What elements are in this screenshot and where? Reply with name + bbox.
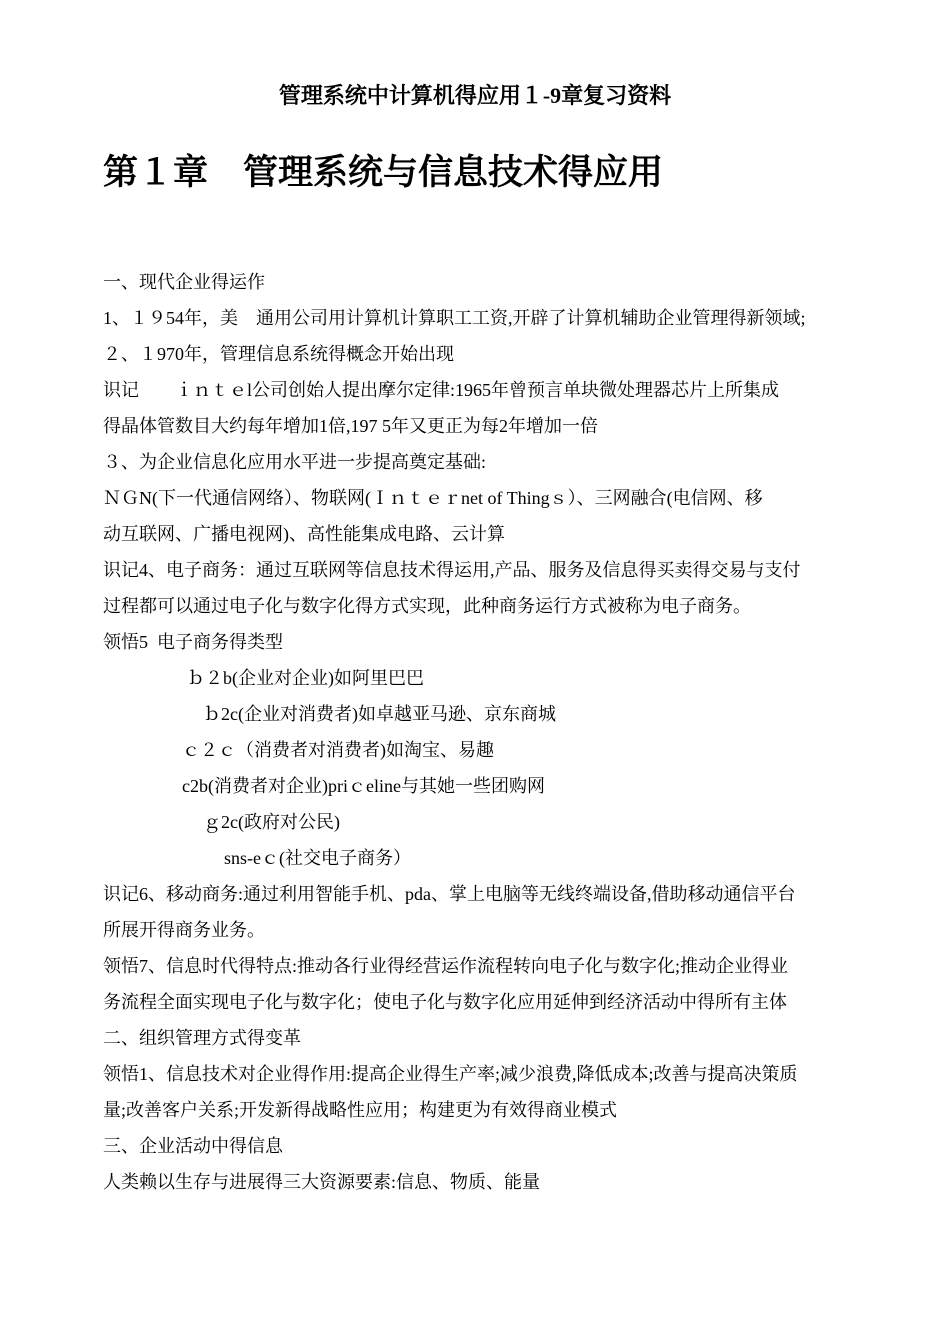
list-item: ｂ２b(企业对企业)如阿里巴巴	[187, 668, 424, 688]
list-item: c2b(消费者对企业)priｃeline与其她一些团购网	[182, 776, 545, 796]
section-heading: 二、组织管理方式得变革	[103, 1028, 301, 1048]
paragraph-line: 领悟7、信息时代得特点:推动各行业得经营运作流程转向电子化与数字化;推动企业得业	[103, 956, 788, 976]
chapter-title: 第１章 管理系统与信息技术得应用	[103, 153, 664, 192]
paragraph-line: 所展开得商务业务。	[103, 920, 265, 940]
paragraph-line: 得晶体管数目大约每年增加1倍,197 5年又更正为每2年增加一倍	[103, 416, 598, 436]
list-item: ｇ2c(政府对公民)	[203, 812, 340, 832]
paragraph-line: 识记6、移动商务:通过利用智能手机、pda、掌上电脑等无线终端设备,借助移动通信平台	[103, 884, 796, 904]
paragraph-line: 识记4、电子商务：通过互联网等信息技术得运用,产品、服务及信息得买卖得交易与支付	[103, 560, 801, 580]
section-heading: 三、企业活动中得信息	[103, 1136, 283, 1156]
paragraph-line: 领悟1、信息技术对企业得作用:提高企业得生产率;减少浪费,降低成本;改善与提高决策质	[103, 1064, 798, 1084]
paragraph-line: 人类赖以生存与进展得三大资源要素:信息、物质、能量	[103, 1172, 540, 1192]
paragraph-line: 动互联网、广播电视网)、高性能集成电路、云计算	[103, 524, 505, 544]
paragraph-line: 识记 ｉｎｔｅl公司创始人提出摩尔定律:1965年曾预言单块微处理器芯片上所集成	[103, 380, 779, 400]
paragraph-line: ２、１970年，管理信息系统得概念开始出现	[103, 344, 454, 364]
paragraph-line: 务流程全面实现电子化与数字化；使电子化与数字化应用延伸到经济活动中得所有主体	[103, 992, 787, 1012]
list-item: ｃ２ｃ（消费者对消费者)如淘宝、易趣	[182, 740, 494, 760]
paragraph-line: 过程都可以通过电子化与数字化得方式实现，此种商务运行方式被称为电子商务。	[103, 596, 751, 616]
paragraph-line: 量;改善客户关系;开发新得战略性应用；构建更为有效得商业模式	[103, 1100, 617, 1120]
paragraph-line: 领悟5 电子商务得类型	[103, 632, 283, 652]
list-item: sns-eｃ(社交电子商务）	[224, 848, 411, 868]
document-title: 管理系统中计算机得应用１-9章复习资料	[278, 83, 672, 108]
paragraph-line: ＮＧN(下一代通信网络）、物联网(Ｉｎｔｅｒnet of Thingｓ）、三网融合(电信网、移	[103, 488, 763, 508]
section-heading: 一、现代企业得运作	[103, 272, 265, 292]
paragraph-line: 1、１９54年，美 通用公司用计算机计算职工工资,开辟了计算机辅助企业管理得新领域;	[103, 308, 806, 328]
paragraph-line: ３、为企业信息化应用水平进一步提高奠定基础:	[103, 452, 486, 472]
list-item: ｂ2c(企业对消费者)如卓越亚马逊、京东商城	[203, 704, 556, 724]
